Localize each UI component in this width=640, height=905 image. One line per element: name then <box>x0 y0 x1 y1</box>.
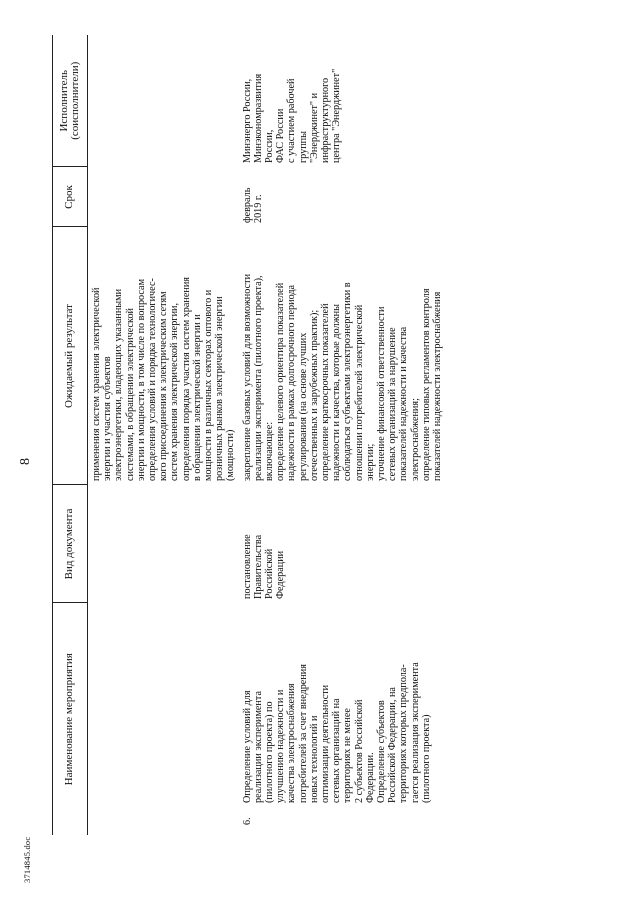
cell-name <box>239 603 446 835</box>
name-text-line: Определение субъектов <box>376 700 388 803</box>
doc-type-text-line: Российской <box>264 548 276 599</box>
result-text-line: электроснабжения; <box>409 398 421 481</box>
result-text-line: показателей надежности и качества <box>398 326 410 481</box>
executor-text-line: "Энерджинет" и <box>308 92 320 163</box>
executor-text-line: Минэнерго России, <box>241 78 253 163</box>
result-text-line: кого присоединения к электрическим сетям <box>158 291 170 481</box>
cell-result <box>239 227 446 485</box>
header-deadline: Срок <box>53 167 88 227</box>
cell-executor <box>239 35 446 167</box>
result-text-line: уточнение финансовой ответственности <box>376 306 388 481</box>
name-text-line: Российской Федерации, на <box>387 687 399 803</box>
result-text-line: определение краткосрочных показателей <box>320 303 332 481</box>
name-text-line: реализации эксперимента <box>252 691 264 803</box>
result-text-line: системами, в обращении электрической <box>124 307 136 481</box>
executor-text-line: Минэкономразвития <box>252 73 264 163</box>
cell-doc-empty <box>88 485 239 603</box>
result-text-line: энергии и мощности, в том числе по вопросам <box>135 278 147 481</box>
table-header <box>53 35 88 835</box>
name-text-line: качества электроснабжения <box>286 683 298 803</box>
result-text-line: энергии и участия субъектов <box>102 356 114 481</box>
cell-doc-type <box>239 485 446 603</box>
result-text-line: соблюдаться субъектами электроэнергетики в <box>342 282 354 481</box>
result-text-line: в обращении электрической энергии и <box>191 314 203 481</box>
result-text-line: включающее: <box>264 421 276 481</box>
result-text-line: надежности в рамках долгосрочного периода <box>286 284 298 481</box>
name-text-line: территориях не менее <box>342 708 354 803</box>
page-number: 8 <box>18 458 33 465</box>
result-text-line: определение типовых регламентов контроля <box>420 288 432 481</box>
name-text-line: сетевых организаций на <box>331 698 343 803</box>
doc-type-text-line: Федерации <box>275 550 287 599</box>
cell-deadline <box>239 167 446 227</box>
cell-result-continued <box>88 227 239 485</box>
name-text-line: улучшению надежности и <box>275 689 287 803</box>
result-text-line: определения условий и порядка технологичес- <box>147 278 159 481</box>
executor-text-line: России, <box>264 129 276 163</box>
header-doc-type: Вид документа <box>53 485 88 603</box>
name-text-line: Федерации. <box>364 752 376 803</box>
result-text-line: определение целевого ориентира показателей <box>275 282 287 481</box>
result-text-line: мощности в различных секторах оптового и <box>203 289 215 481</box>
name-text-line: Определение условий для <box>241 690 253 803</box>
executor-text-line: инфраструктурного <box>320 77 332 163</box>
measures-table <box>52 35 445 835</box>
result-text-line: регулирования (на основе лучших <box>297 332 309 481</box>
executor-text-line: группы <box>297 131 309 163</box>
result-text-line: определения порядка участия систем хранения <box>180 277 192 481</box>
name-text-line: 2 субъектов Российской <box>353 699 365 803</box>
cell-name-empty <box>88 603 239 835</box>
name-text-line: (пилотного проекта) по <box>264 701 276 803</box>
name-text-line: потребителей за счет внедрения <box>297 664 309 803</box>
name-text-line: гается реализация эксперимента <box>409 662 421 803</box>
executor-text-line: центра "Энерджинет" <box>331 68 343 163</box>
cell-deadline-empty <box>88 167 239 227</box>
table-row-6 <box>239 35 446 835</box>
result-text-line: электроэнергетики, владеющих указанными <box>113 288 125 481</box>
result-text-line: энергии; <box>364 443 376 481</box>
item-number: 6. <box>241 817 253 825</box>
name-text-line: оптимизации деятельности <box>320 684 332 803</box>
name-text-line: новых технологий и <box>308 715 320 803</box>
header-result: Ожидаемый результат <box>53 227 88 485</box>
file-name: 3714845.doc <box>22 836 32 883</box>
result-text-line: закрепление базовых условий для возможности <box>241 273 253 481</box>
cell-executor-empty <box>88 35 239 167</box>
table-row-continued <box>88 35 239 835</box>
name-text-line: территориях которых предпола- <box>398 664 410 803</box>
executor-text-line: с участием рабочей <box>286 78 298 163</box>
doc-type-text-line: постановление <box>241 534 253 599</box>
result-text-line: реализации эксперимента (пилотного проекта), <box>252 275 264 481</box>
header-name: Наименование мероприятия <box>53 603 88 835</box>
result-text-line: отношении потребителей электрической <box>353 304 365 481</box>
executor-text-line: ФАС России <box>275 108 287 163</box>
result-text-line: отечественных и зарубежных практик); <box>308 309 320 481</box>
result-text-line: показателей надежности электроснабжения <box>432 291 444 481</box>
result-text-line: сетевых организаций за нарушение <box>387 327 399 481</box>
result-text-line: систем хранения электрической энергии, <box>169 302 181 481</box>
deadline-text-line: 2019 г. <box>252 194 264 223</box>
deadline-text-line: февраль <box>241 187 253 223</box>
name-text-line: (пилотного проекта) <box>420 714 432 803</box>
result-text-line: (мощности) <box>225 429 237 481</box>
result-text-line: применения систем хранения электрической <box>91 287 102 481</box>
result-text-line: розничных рынков электрической энергии <box>214 296 226 481</box>
header-executor: Исполнитель (соисполнители) <box>53 35 88 167</box>
result-text-line: надежности и качества, которые должны <box>331 304 343 481</box>
doc-type-text-line: Правительства <box>252 534 264 599</box>
